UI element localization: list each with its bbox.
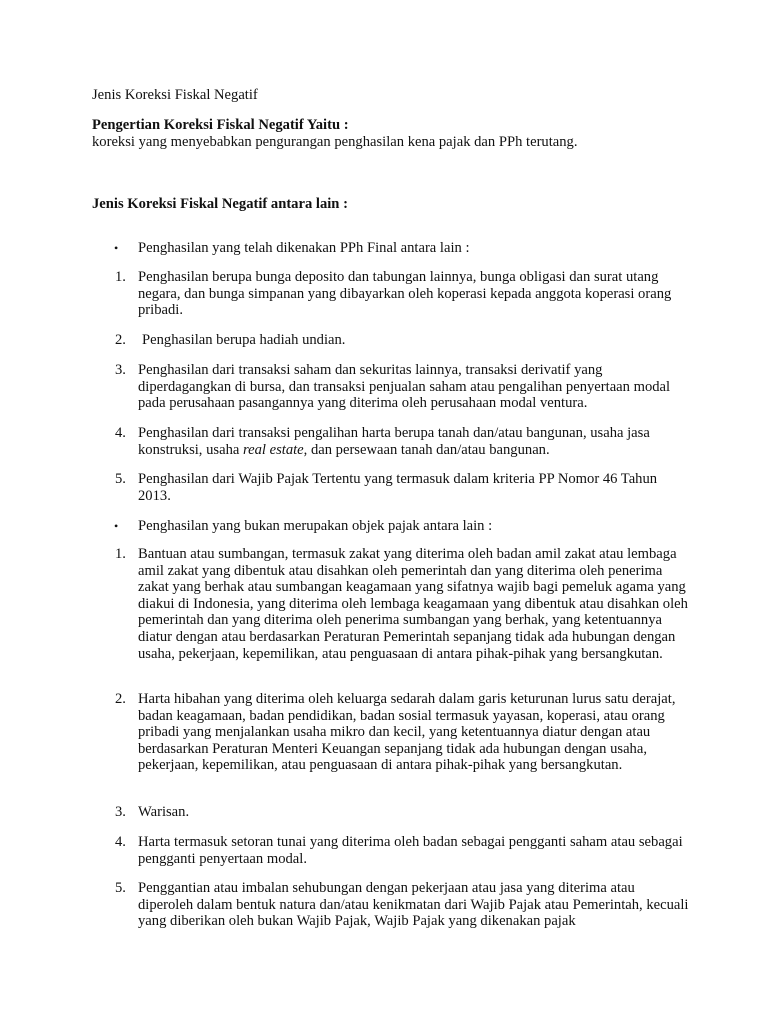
definition-text: koreksi yang menyebabkan pengurangan penghasilan kena pajak dan PPh terutang.	[92, 134, 578, 150]
item-number: 5.	[115, 880, 126, 896]
item-number: 5.	[115, 471, 126, 487]
item-number: 4.	[115, 834, 126, 850]
group2-item-3	[92, 804, 692, 821]
item-number: 3.	[115, 362, 126, 378]
group2-item-5	[92, 880, 692, 930]
item-text: Penghasilan dari transaksi saham dan sekuritas lainnya, transaksi derivatif yang diperdagangkan di bursa, dan transaksi penjualan saham atau pengalihan penyertaan modal pada perusahaan pasangannya yang diterima oleh perusahaan modal ventura.	[138, 362, 671, 412]
bullet-marker: •	[114, 519, 119, 533]
group1-item-3	[92, 362, 692, 412]
group1-item-4	[92, 425, 692, 458]
group1-item-1	[92, 269, 692, 319]
types-heading: Jenis Koreksi Fiskal Negatif antara lain :	[92, 196, 348, 212]
group1-item-2	[92, 332, 692, 349]
bullet-marker: •	[114, 241, 119, 255]
item-text: Penghasilan berupa bunga deposito dan tabungan lainnya, bunga obligasi dan surat utang negara, dan bunga simpanan yang dibayarkan oleh koperasi kepada anggota koperasi orang pribadi.	[138, 269, 672, 319]
item-number: 1.	[115, 546, 126, 562]
item-text: Penghasilan berupa hadiah undian.	[142, 332, 346, 348]
item-text: Harta termasuk setoran tunai yang diterima oleh badan sebagai pengganti saham atau sebagai pengganti penyertaan modal.	[138, 834, 683, 867]
item-text: Penggantian atau imbalan sehubungan dengan pekerjaan atau jasa yang diterima atau diperoleh dalam bentuk natura dan/atau kenikmatan dari Wajib Pajak atau Pemerintah, kecuali yang diberikan oleh bukan Wajib Pajak, Wajib Pajak yang dikenakan pajak	[138, 880, 689, 930]
item-number: 2.	[115, 332, 126, 348]
item-text: Bantuan atau sumbangan, termasuk zakat yang diterima oleh badan amil zakat atau lembaga amil zakat yang dibentuk atau disahkan oleh pemerintah dan yang diterima oleh penerima zakat yang berhak atau sumbangan keagamaan yang sifatnya wajib bagi pemeluk agama yang diakui di Indonesia, yang diterima oleh lembaga keagamaan yang dibentuk atau disahkan oleh pemerintah dan yang diterima oleh penerima sumbangan yang berhak, yang ketentuannya diatur dengan atau berdasarkan Peraturan Pemerintah sepanjang tidak ada hubungan dengan usaha, pekerjaan, kepemilikan, atau penguasaan di antara pihak-pihak yang bersangkutan.	[138, 546, 688, 662]
group1-item-5	[92, 471, 692, 504]
item-number: 2.	[115, 691, 126, 707]
group2-item-4	[92, 834, 692, 867]
item-text: Harta hibahan yang diterima oleh keluarga sedarah dalam garis keturunan lurus satu derajat, badan keagamaan, badan pendidikan, badan sosial termasuk yayasan, koperasi, atau orang pribadi yang menjalankan usaha mikro dan kecil, yang ketentuannya diatur dengan atau berdasarkan Peraturan Menteri Keuangan sepanjang tidak ada hubungan dengan usaha, pekerjaan, kepemilikan, atau penguasaan di antara pihak-pihak yang bersangkutan.	[138, 691, 676, 774]
item-number: 3.	[115, 804, 126, 820]
item-text: Penghasilan dari Wajib Pajak Tertentu yang termasuk dalam kriteria PP Nomor 46 Tahun 2013.	[138, 471, 658, 504]
item-number: 4.	[115, 425, 126, 441]
group2-bullet	[92, 518, 692, 535]
definition-heading: Pengertian Koreksi Fiskal Negatif Yaitu :	[92, 117, 349, 133]
group1-bullet	[92, 240, 692, 257]
italic-term: real estate	[243, 441, 304, 458]
group2-bullet-text: Penghasilan yang bukan merupakan objek pajak antara lain :	[138, 518, 493, 534]
group1-bullet-text: Penghasilan yang telah dikenakan PPh Final antara lain :	[138, 240, 470, 256]
group2-item-2	[92, 691, 692, 774]
item-text: Warisan.	[138, 804, 190, 820]
document-title: Jenis Koreksi Fiskal Negatif	[92, 87, 258, 103]
group2-item-1	[92, 546, 692, 662]
item-text: Penghasilan dari transaksi pengalihan harta berupa tanah dan/atau bangunan, usaha jasa konstruksi, usaha real estate, dan persewaan tanah dan/atau bangunan.	[138, 425, 650, 458]
item-number: 1.	[115, 269, 126, 285]
